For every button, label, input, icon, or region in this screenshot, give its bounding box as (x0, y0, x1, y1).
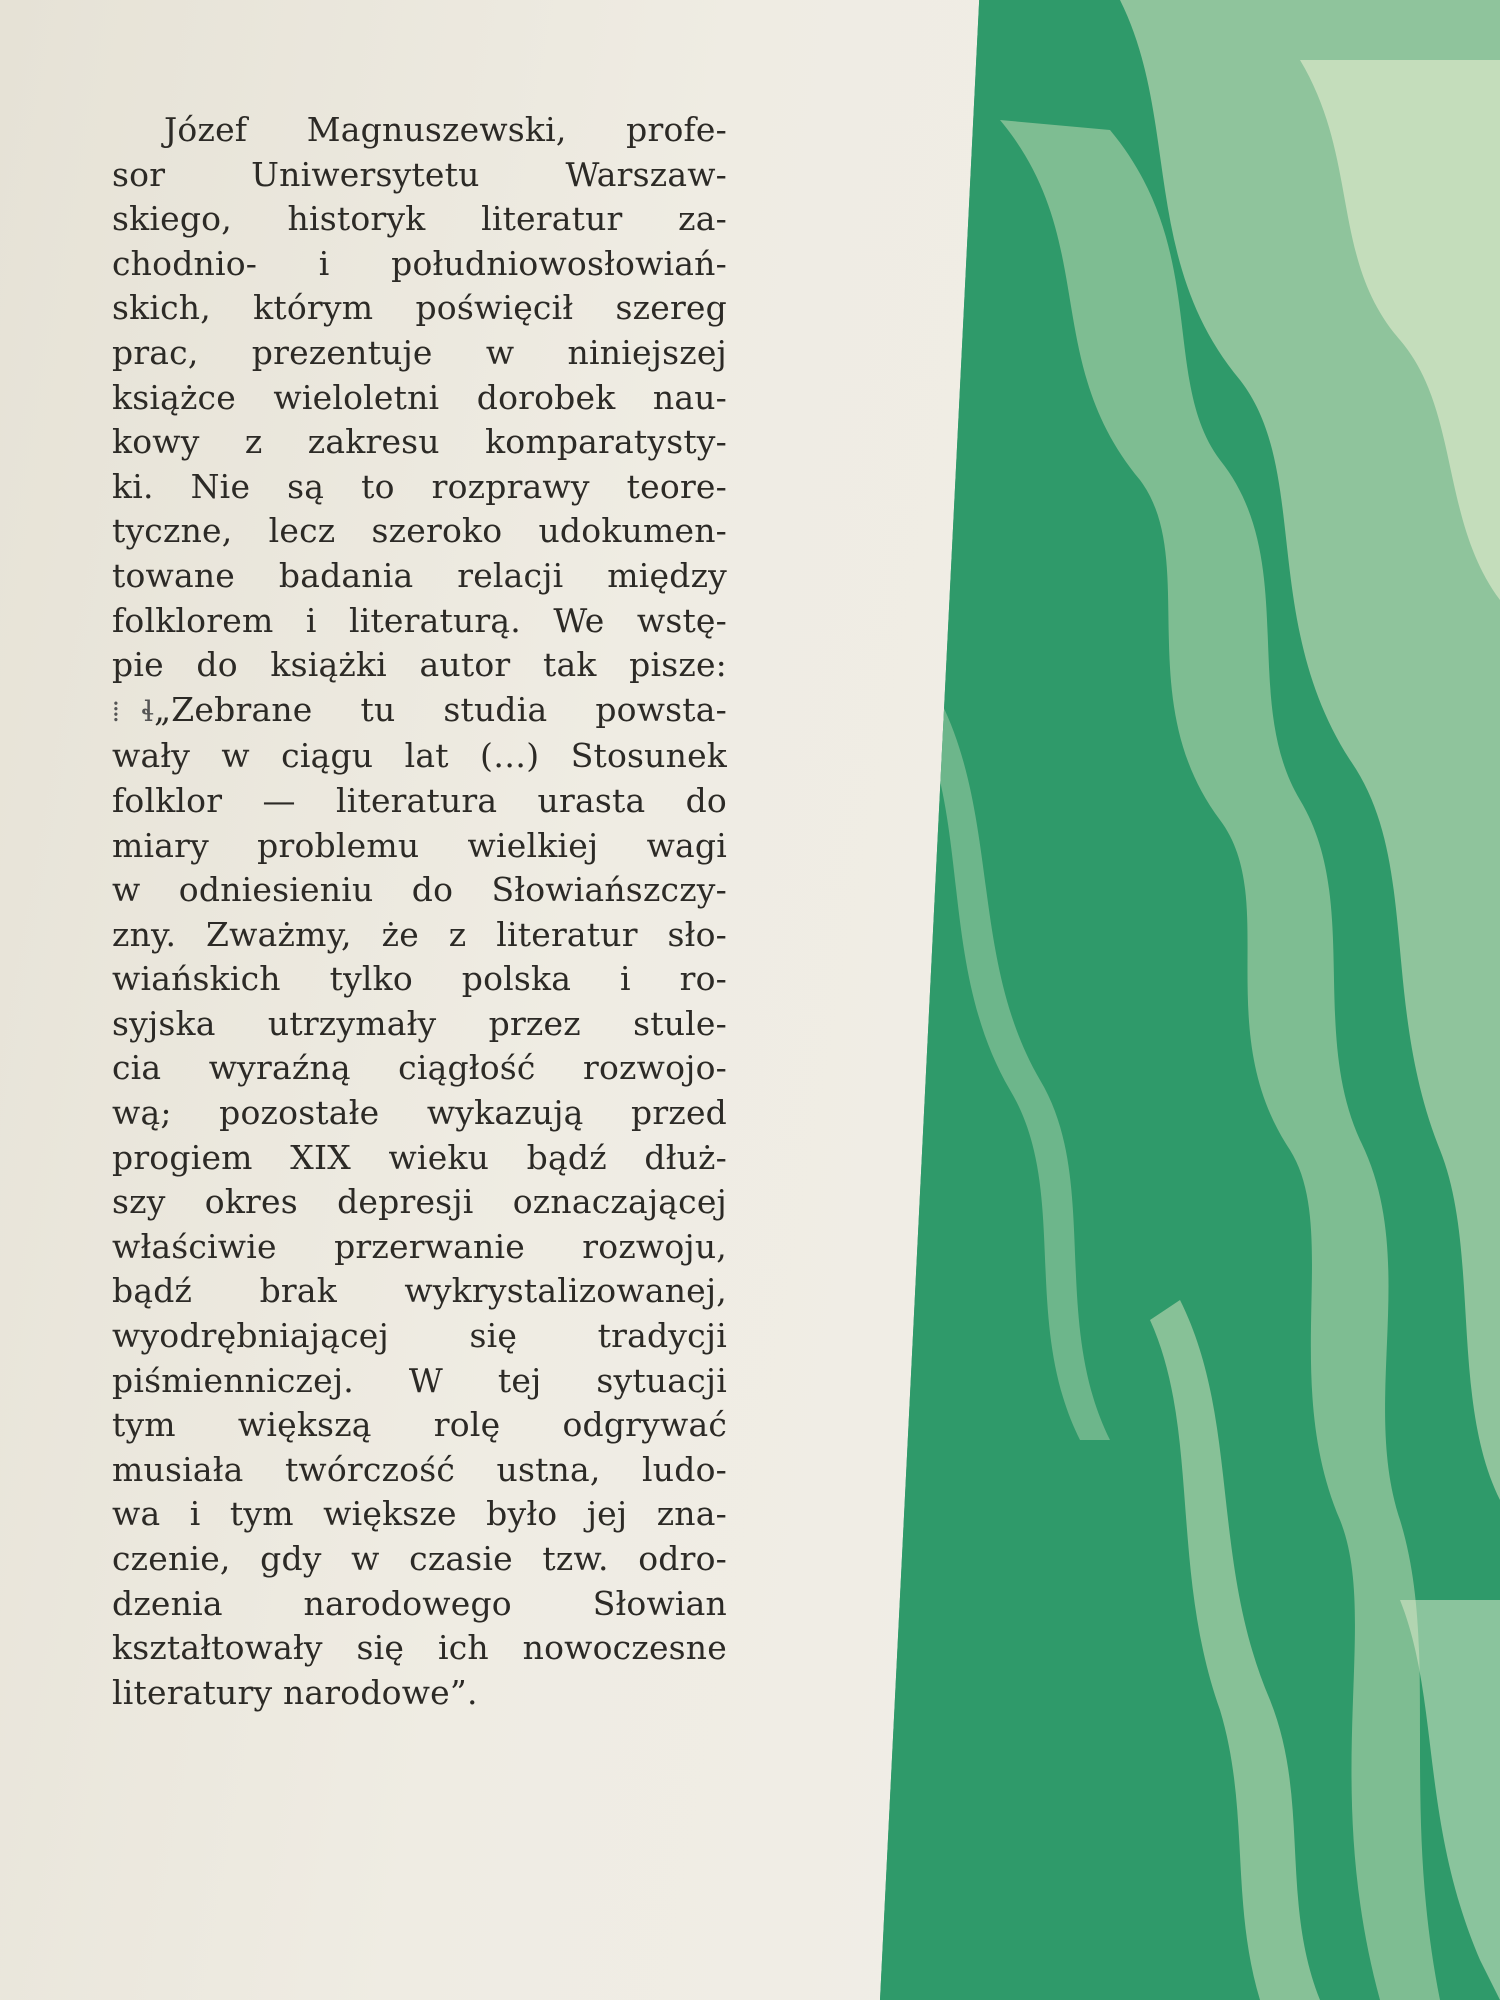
quote-start-line (112, 688, 727, 735)
text-line: czenie, gdy w czasie tzw. odro- (112, 1539, 727, 1578)
text-line: miary problemu wielkiej wagi (112, 825, 727, 865)
text-line: bądź brak wykrystalizowanej, (112, 1271, 727, 1311)
text-line: kowy z zakresu komparatysty- (112, 422, 727, 462)
text-line: folklor — literatura urasta do (112, 780, 727, 820)
text-line: wa i tym większe było jej zna- (112, 1494, 727, 1534)
text-line: kształtowały się ich nowoczesne (112, 1628, 727, 1668)
text-line: Józef Magnuszewski, profe- (164, 110, 727, 149)
green-marbled-illustration (880, 0, 1500, 2000)
text-line: „Zebrane tu studia powsta- (154, 689, 727, 729)
text-line: zny. Zważmy, że z literatur sło- (112, 914, 727, 954)
text-line: dzenia narodowego Słowian (112, 1583, 727, 1623)
text-line: szy okres depresji oznaczającej (112, 1182, 727, 1222)
text-line: piśmienniczej. W tej sytuacji (112, 1360, 727, 1400)
text-line: wyodrębniającej się tradycji (112, 1316, 727, 1356)
body-paragraph (112, 108, 727, 1715)
text-line: towane badania relacji między (112, 555, 727, 595)
text-line: właściwie przerwanie rozwoju, (112, 1226, 727, 1266)
margin-mark: ⁞ ɬ (112, 694, 154, 728)
text-line: chodnio- i południowosłowiań- (112, 243, 727, 283)
text-line: sor Uniwersytetu Warszaw- (112, 154, 727, 194)
text-line: ki. Nie są to rozprawy teore- (112, 466, 727, 506)
text-line-last: literatury narodowe”. (112, 1672, 478, 1712)
text-line: tyczne, lecz szeroko udokumen- (112, 511, 727, 551)
text-line: w odniesieniu do Słowiańszczy- (112, 870, 727, 910)
text-line: progiem XIX wieku bądź dłuż- (112, 1137, 727, 1177)
text-line: prac, prezentuje w niniejszej (112, 332, 727, 372)
text-line: książce wieloletni dorobek nau- (112, 377, 727, 417)
marbled-texture (880, 0, 1500, 2000)
text-line: wiańskich tylko polska i ro- (112, 959, 727, 999)
text-line: tym większą rolę odgrywać (112, 1405, 727, 1445)
text-line: skiego, historyk literatur za- (112, 199, 727, 239)
text-line: skich, którym poświęcił szereg (112, 288, 727, 328)
text-line: wą; pozostałe wykazują przed (112, 1093, 727, 1133)
text-line: syjska utrzymały przez stule- (112, 1003, 727, 1043)
text-line: cia wyraźną ciągłość rozwojo- (112, 1048, 727, 1088)
text-line: wały w ciągu lat (…) Stosunek (112, 736, 727, 776)
text-line: folklorem i literaturą. We wstę- (112, 600, 727, 640)
text-line: pie do książki autor tak pisze: (112, 645, 727, 685)
text-line: musiała twórczość ustna, ludo- (112, 1449, 727, 1489)
